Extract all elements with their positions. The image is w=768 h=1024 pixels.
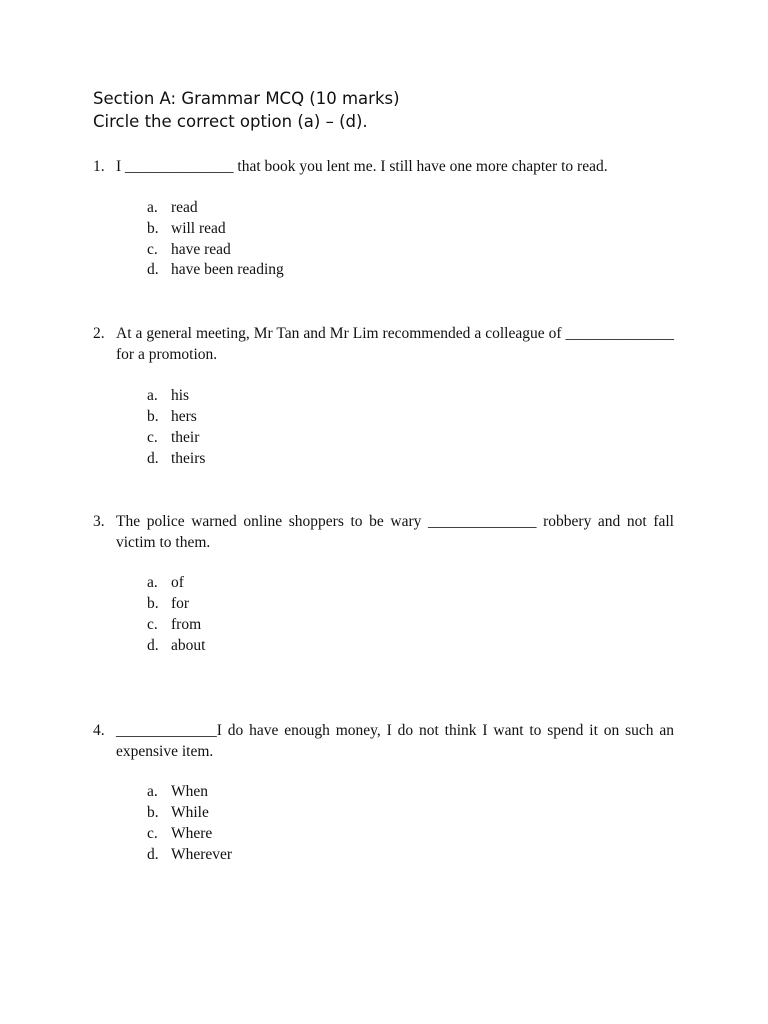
option-letter: a. xyxy=(147,387,158,404)
question-number: 2. xyxy=(93,325,105,342)
option-letter: b. xyxy=(147,804,159,821)
option-text: of xyxy=(171,574,184,591)
question-text: I ______________ that book you lent me. I still have one more chapter to read. xyxy=(116,158,608,175)
option-text: have been reading xyxy=(171,261,284,278)
option-text: Wherever xyxy=(171,846,233,863)
option-letter: d. xyxy=(147,846,159,863)
option-letter: a. xyxy=(147,199,158,216)
option-text: When xyxy=(171,783,209,800)
option-text: for xyxy=(171,595,190,612)
option-text: have read xyxy=(171,241,231,258)
option-text: While xyxy=(171,804,209,821)
option-text: from xyxy=(171,616,202,633)
option-letter: d. xyxy=(147,450,159,467)
option-text: Where xyxy=(171,825,213,842)
section-title: Section A: Grammar MCQ (10 marks) xyxy=(93,89,400,108)
option-letter: c. xyxy=(147,825,158,842)
option-text: read xyxy=(171,199,198,216)
option-letter: a. xyxy=(147,574,158,591)
question-text: At a general meeting, Mr Tan and Mr Lim recommended a colleague of ______________ for a promotion. xyxy=(116,325,674,363)
option-letter: b. xyxy=(147,595,159,612)
option-text: about xyxy=(171,637,206,654)
question-number: 4. xyxy=(93,722,105,739)
option-text: hers xyxy=(171,408,197,425)
option-letter: d. xyxy=(147,637,159,654)
option-letter: c. xyxy=(147,616,158,633)
question-text: _____________I do have enough money, I do not think I want to spend it on such an expensive item. xyxy=(116,722,674,760)
option-letter: c. xyxy=(147,429,158,446)
question-number: 3. xyxy=(93,513,105,530)
option-letter: b. xyxy=(147,220,159,237)
option-text: his xyxy=(171,387,190,404)
option-letter: b. xyxy=(147,408,159,425)
question-text: The police warned online shoppers to be wary ______________ robbery and not fall victim to them. xyxy=(116,513,674,551)
option-text: theirs xyxy=(171,450,206,467)
option-letter: a. xyxy=(147,783,158,800)
option-text: their xyxy=(171,429,200,446)
option-letter: d. xyxy=(147,261,159,278)
option-text: will read xyxy=(171,220,226,237)
option-letter: c. xyxy=(147,241,158,258)
section-instruction: Circle the correct option (a) – (d). xyxy=(93,112,368,131)
question-number: 1. xyxy=(93,158,105,175)
